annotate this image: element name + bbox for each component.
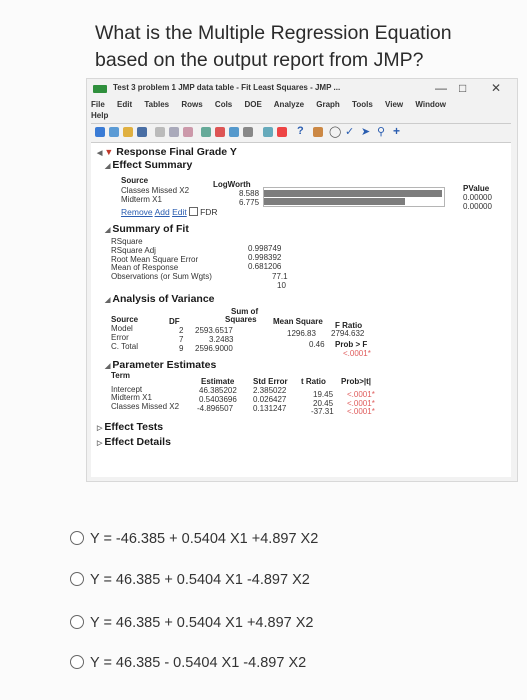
distribution-icon[interactable] xyxy=(215,127,225,137)
toolbar xyxy=(91,123,511,143)
anova-title: Analysis of Variance xyxy=(112,293,215,305)
pe-h-stderr: Std Error xyxy=(253,377,288,386)
save-icon[interactable] xyxy=(137,127,147,137)
menu-edit[interactable]: Edit xyxy=(117,100,133,109)
pe-stderr-1: 0.026427 xyxy=(253,395,287,404)
logworth-bar-midterm xyxy=(264,198,405,205)
table-icon[interactable] xyxy=(95,127,105,137)
close-icon[interactable]: ✕ xyxy=(491,81,502,95)
es-col-logworth: LogWorth xyxy=(213,180,251,189)
script-icon[interactable] xyxy=(277,127,287,137)
sof-label-3: Mean of Response xyxy=(111,263,179,272)
pe-term-2: Classes Missed X2 xyxy=(111,402,180,411)
summary-of-fit-title: Summary of Fit xyxy=(112,223,189,235)
fdr-checkbox[interactable] xyxy=(189,207,198,216)
collapse-triangle-icon[interactable]: ◀ xyxy=(97,150,103,157)
menu-file[interactable]: File xyxy=(91,100,105,109)
anova-df-2: 9 xyxy=(179,344,184,353)
window-title: Test 3 problem 1 JMP data table - Fit Least Squares - JMP ... xyxy=(113,83,341,92)
fdr-label: FDR xyxy=(200,207,218,217)
minimize-icon[interactable]: — xyxy=(435,81,447,95)
disclosure-closed-icon[interactable]: ▷ xyxy=(97,425,103,432)
es-source-0: Classes Missed X2 xyxy=(121,186,190,195)
remove-button[interactable]: Remove xyxy=(121,207,153,217)
pe-t-1: 20.45 xyxy=(313,399,334,408)
lasso-icon[interactable]: ◯ xyxy=(329,126,342,138)
parameter-estimates-title: Parameter Estimates xyxy=(112,359,217,371)
menu-analyze[interactable]: Analyze xyxy=(273,100,305,109)
disclosure-closed-icon[interactable]: ▷ xyxy=(97,440,103,447)
pe-term-1: Midterm X1 xyxy=(111,393,152,402)
anova-prob-value: <.0001* xyxy=(343,349,371,358)
copy-icon[interactable] xyxy=(169,127,179,137)
radio-button[interactable] xyxy=(70,615,84,629)
anova-ss-2: 2596.9000 xyxy=(195,344,233,353)
anova-h-df: DF xyxy=(169,317,180,326)
jmp-screenshot xyxy=(86,78,518,482)
menu-rows[interactable]: Rows xyxy=(181,100,203,109)
grabber-icon[interactable] xyxy=(313,127,323,137)
pe-estimate-1: 0.5403696 xyxy=(199,395,237,404)
answer-option-b[interactable] xyxy=(70,572,310,588)
maximize-icon[interactable]: □ xyxy=(459,81,467,95)
es-logworth-1: 6.775 xyxy=(239,198,260,207)
anova-ss-1: 3.2483 xyxy=(209,335,234,344)
pe-h-prob: Prob>|t| xyxy=(341,377,372,386)
anova-h-fratio: F Ratio xyxy=(335,321,363,330)
answer-option-a[interactable] xyxy=(70,531,318,547)
cut-icon[interactable] xyxy=(155,127,165,137)
anova-ms-1: 0.46 xyxy=(309,340,325,349)
title-bar xyxy=(87,79,517,99)
anova-f-value: 2794.632 xyxy=(331,329,365,338)
effect-tests-title: Effect Tests xyxy=(104,421,164,433)
anova-source-1: Error xyxy=(111,333,129,342)
sof-value-2: 0.681206 xyxy=(248,262,282,271)
journal-icon[interactable] xyxy=(243,127,253,137)
response-title: Response Final Grade Y xyxy=(116,146,237,158)
logworth-bar-classes-missed xyxy=(264,190,442,197)
answer-text-a: Y = -46.385 + 0.5404 X1 +4.897 X2 xyxy=(90,531,319,547)
red-triangle-menu-icon[interactable]: ▼ xyxy=(104,147,114,157)
pe-stderr-2: 0.131247 xyxy=(253,404,287,413)
data-table-icon[interactable] xyxy=(201,127,211,137)
disclosure-open-icon[interactable]: ◢ xyxy=(105,163,111,170)
add-button[interactable]: Add xyxy=(154,207,170,217)
fit-least-squares-report xyxy=(91,143,511,477)
menu-bar xyxy=(91,100,511,110)
pe-term-0: Intercept xyxy=(111,385,143,394)
anova-ms-0: 1296.83 xyxy=(287,329,316,338)
sof-label-1: RSquare Adj xyxy=(111,246,156,255)
menu-cols[interactable]: Cols xyxy=(214,100,233,109)
paste-icon[interactable] xyxy=(183,127,193,137)
sof-value-3: 77.1 xyxy=(272,272,288,281)
pe-prob-0: <.0001* xyxy=(347,390,375,399)
sof-value-1: 0.998392 xyxy=(248,253,282,262)
es-col-pvalue: PValue xyxy=(463,184,490,193)
logworth-bar-frame xyxy=(263,187,445,207)
anova-ss-0: 2593.6517 xyxy=(195,326,233,335)
menu-tools[interactable]: Tools xyxy=(352,100,373,109)
menu-doe[interactable]: DOE xyxy=(244,100,262,109)
summary-of-fit-outline[interactable] xyxy=(105,223,189,237)
menu-tables[interactable]: Tables xyxy=(144,100,170,109)
answer-option-d[interactable] xyxy=(70,655,306,671)
pe-prob-1: <.0001* xyxy=(347,399,375,408)
es-actions xyxy=(121,207,218,217)
sof-label-0: RSquare xyxy=(111,237,143,246)
edit-button[interactable]: Edit xyxy=(172,207,187,217)
selection-arrow-icon[interactable] xyxy=(263,127,273,137)
anova-df-0: 2 xyxy=(179,326,184,335)
menu-graph[interactable]: Graph xyxy=(316,100,340,109)
anova-source-2: C. Total xyxy=(111,342,138,351)
pe-h-tratio: t Ratio xyxy=(301,377,326,386)
effect-details-outline[interactable] xyxy=(97,436,171,450)
sof-label-2: Root Mean Square Error xyxy=(111,255,199,264)
pe-t-2: -37.31 xyxy=(311,407,334,416)
menu-window[interactable]: Window xyxy=(415,100,446,109)
radio-button[interactable] xyxy=(70,531,84,545)
pe-h-estimate: Estimate xyxy=(201,377,235,386)
brush-icon[interactable]: ✓ xyxy=(345,126,355,138)
pe-estimate-2: -4.896507 xyxy=(197,404,234,413)
sof-label-4: Observations (or Sum Wgts) xyxy=(111,272,212,281)
effect-details-title: Effect Details xyxy=(104,436,171,448)
anova-source-0: Model xyxy=(111,324,133,333)
pointer-icon[interactable]: ➤ xyxy=(361,126,371,138)
effect-tests-outline[interactable] xyxy=(97,421,163,435)
pe-prob-2: <.0001* xyxy=(347,407,375,416)
graph-builder-icon[interactable] xyxy=(229,127,239,137)
es-pvalue-0: 0.00000 xyxy=(463,193,492,202)
anova-h-sumof: Sum of xyxy=(231,307,259,316)
new-icon[interactable] xyxy=(109,127,119,137)
disclosure-open-icon[interactable]: ◢ xyxy=(105,227,111,234)
response-outline[interactable] xyxy=(97,146,237,160)
es-pvalue-1: 0.00000 xyxy=(463,202,492,211)
sof-value-0: 0.998749 xyxy=(248,244,282,253)
es-logworth-0: 8.588 xyxy=(239,189,260,198)
anova-h-squares: Squares xyxy=(225,315,257,324)
add-icon[interactable]: + xyxy=(393,124,401,138)
menu-view[interactable]: View xyxy=(385,100,404,109)
pe-t-0: 19.45 xyxy=(313,390,334,399)
answer-text-b: Y = 46.385 + 0.5404 X1 -4.897 X2 xyxy=(90,572,310,588)
effect-summary-outline[interactable] xyxy=(105,159,192,173)
pe-stderr-0: 2.385022 xyxy=(253,386,287,395)
answer-text-d: Y = 46.385 - 0.5404 X1 -4.897 X2 xyxy=(90,655,307,671)
es-source-1: Midterm X1 xyxy=(121,195,162,204)
radio-button[interactable] xyxy=(70,655,84,669)
anova-h-source: Source xyxy=(111,315,139,324)
anova-outline[interactable] xyxy=(105,293,215,307)
disclosure-open-icon[interactable]: ◢ xyxy=(105,297,111,304)
effect-summary-title: Effect Summary xyxy=(112,159,193,171)
answer-option-c[interactable] xyxy=(70,615,313,631)
open-icon[interactable] xyxy=(123,127,133,137)
sof-value-4: 10 xyxy=(277,281,286,290)
help-icon[interactable]: ? xyxy=(297,125,304,137)
question-text: What is the Multiple Regression Equation based on the output report from JMP? xyxy=(95,22,452,71)
pe-estimate-0: 46.385202 xyxy=(199,386,237,395)
disclosure-open-icon[interactable]: ◢ xyxy=(105,363,111,370)
radio-button[interactable] xyxy=(70,572,84,586)
anova-df-1: 7 xyxy=(179,335,184,344)
anova-h-ms: Mean Square xyxy=(273,317,323,326)
pe-h-term: Term xyxy=(111,371,130,380)
jmp-app-icon xyxy=(93,85,107,93)
es-col-source: Source xyxy=(121,176,149,185)
answer-text-c: Y = 46.385 + 0.5404 X1 +4.897 X2 xyxy=(90,615,314,631)
anova-prob-label: Prob > F xyxy=(335,340,368,349)
menu-help[interactable]: Help xyxy=(91,111,109,120)
zoom-icon[interactable]: ⚲ xyxy=(377,126,386,138)
